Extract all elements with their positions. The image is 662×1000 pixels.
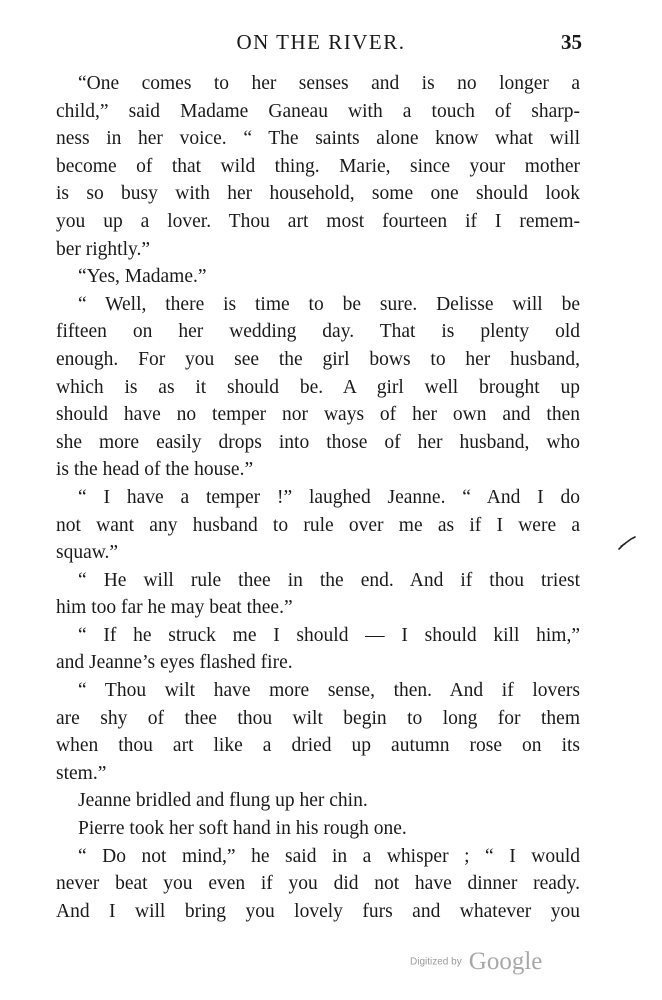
text-line: is so busy with her household, some one should look xyxy=(56,183,580,205)
text-line: fifteen on her wedding day. That is plenty old xyxy=(56,321,580,343)
text-line: “ He will rule thee in the end. And if thou triest xyxy=(78,569,580,591)
text-line: should have no temper nor ways of her own and then xyxy=(56,404,580,426)
text-line: “ If he struck me I should — I should kill him,” xyxy=(78,624,580,646)
text-line: and Jeanne’s eyes flashed fire. xyxy=(56,652,293,674)
text-line: squaw.” xyxy=(56,542,119,564)
body-text xyxy=(56,70,580,925)
text-line: when thou art like a dried up autumn rose on its xyxy=(56,735,580,757)
text-line: not want any husband to rule over me as if I were a xyxy=(56,514,580,536)
text-line: enough. For you see the girl bows to her husband, xyxy=(56,348,580,370)
text-line: is the head of the house.” xyxy=(56,459,254,481)
text-line: are shy of thee thou wilt begin to long for them xyxy=(56,707,580,729)
text-line: ber rightly.” xyxy=(56,238,151,260)
digitized-watermark xyxy=(410,948,542,978)
text-line: Jeanne bridled and flung up her chin. xyxy=(78,790,368,812)
text-line: him too far he may beat thee.” xyxy=(56,597,293,619)
text-line: child,” said Madame Ganeau with a touch of sharp- xyxy=(56,100,580,122)
text-line: “Yes, Madame.” xyxy=(78,266,207,288)
text-line: “ Do not mind,” he said in a whisper ; “ I would xyxy=(78,845,580,867)
text-line: you up a lover. Thou art most fourteen if I remem- xyxy=(56,210,580,232)
text-line: become of that wild thing. Marie, since your mother xyxy=(56,155,580,177)
text-line: which is as it should be. A girl well brought up xyxy=(56,376,580,398)
text-line: stem.” xyxy=(56,762,107,784)
margin-pencil-mark xyxy=(617,535,637,551)
text-line: “ Thou wilt have more sense, then. And if lovers xyxy=(78,680,580,702)
text-line: she more easily drops into those of her husband, who xyxy=(56,431,580,453)
text-line: “One comes to her senses and is no longer a xyxy=(78,73,580,94)
running-title: ON THE RIVER. xyxy=(236,30,406,54)
text-line: And I will bring you lovely furs and whatever you xyxy=(56,900,580,922)
text-line: ness in her voice. “ The saints alone know what will xyxy=(56,128,580,150)
text-line: “ Well, there is time to be sure. Delisse will be xyxy=(78,293,580,315)
text-line: Pierre took her soft hand in his rough one. xyxy=(78,818,407,840)
running-head xyxy=(56,30,586,60)
text-line: “ I have a temper !” laughed Jeanne. “ And I do xyxy=(78,486,580,508)
text-line: never beat you even if you did not have dinner ready. xyxy=(56,873,580,895)
google-logo: Google xyxy=(468,948,543,975)
watermark-prefix: Digitized by xyxy=(410,956,462,968)
page-number: 35 xyxy=(561,30,582,54)
